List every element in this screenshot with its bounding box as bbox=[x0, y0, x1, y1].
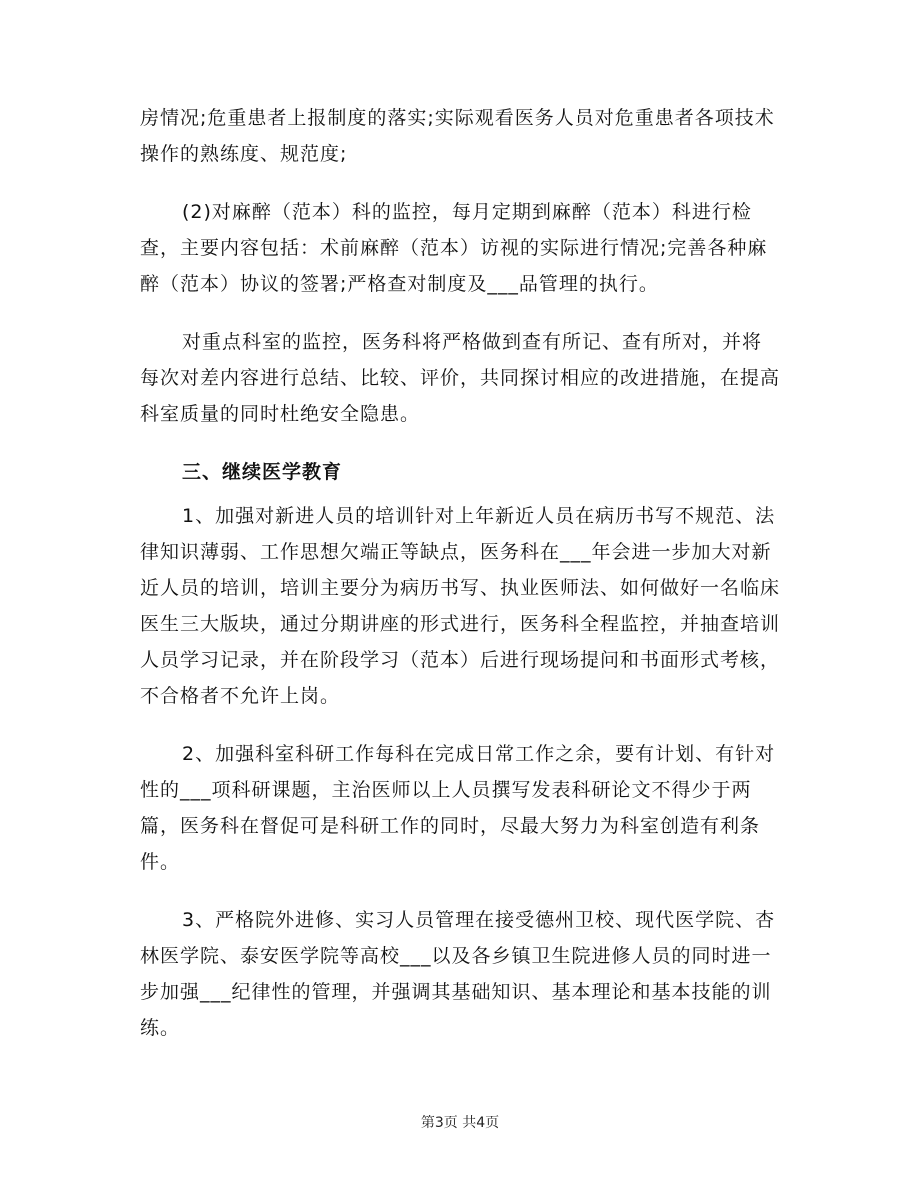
paragraph-key-department-monitoring: 对重点科室的监控，医务科将严格做到查有所记、查有所对，并将每次对差内容进行总结、比较、评价，共同探讨相应的改进措施，在提高科室质量的同时杜绝安全隐患。 bbox=[140, 331, 781, 425]
document-body bbox=[140, 100, 780, 1068]
paragraph-continuation: 房情况;危重患者上报制度的落实;实际观看医务人员对危重患者各项技术操作的熟练度、规范度; bbox=[140, 107, 775, 165]
paragraph-item-3: 3、严格院外进修、实习人员管理在接受德州卫校、现代医学院、杏林医学院、泰安医学院等高校___以及各乡镇卫生院进修人员的同时进一步加强___纪律性的管理，并强调其基础知识、基本理论和基本技能的训练。 bbox=[140, 909, 776, 1039]
section-heading-continuing-education: 三、继续医学教育 bbox=[182, 461, 343, 483]
paragraph-anesthesia-monitoring: (2)对麻醉（范本）科的监控，每月定期到麻醉（范本）科进行检查，主要内容包括：术前麻醉（范本）访视的实际进行情况;完善各种麻醉（范本）协议的签署;严格查对制度及___品管理的执行。 bbox=[140, 201, 768, 295]
paragraph-item-1: 1、加强对新进人员的培训针对上年新近人员在病历书写不规范、法律知识薄弱、工作思想欠端正等缺点，医务科在___年会进一步加大对新近人员的培训，培训主要分为病历书写、执业医师法、如何做好一名临床医生三大版块，通过分期讲座的形式进行，医务科全程监控，并抽查培训人员学习记录，并在阶段学习（范本）后进行现场提问和书面形式考核，不合格者不允许上岗。 bbox=[140, 505, 781, 707]
paragraph-item-2: 2、加强科室科研工作每科在完成日常工作之余，要有计划、有针对性的___项科研课题，主治医师以上人员撰写发表科研论文不得少于两篇，医务科在督促可是科研工作的同时，尽最大努力为科室创造有利条件。 bbox=[140, 743, 776, 873]
page-footer: 第3页 共4页 bbox=[420, 1115, 500, 1131]
